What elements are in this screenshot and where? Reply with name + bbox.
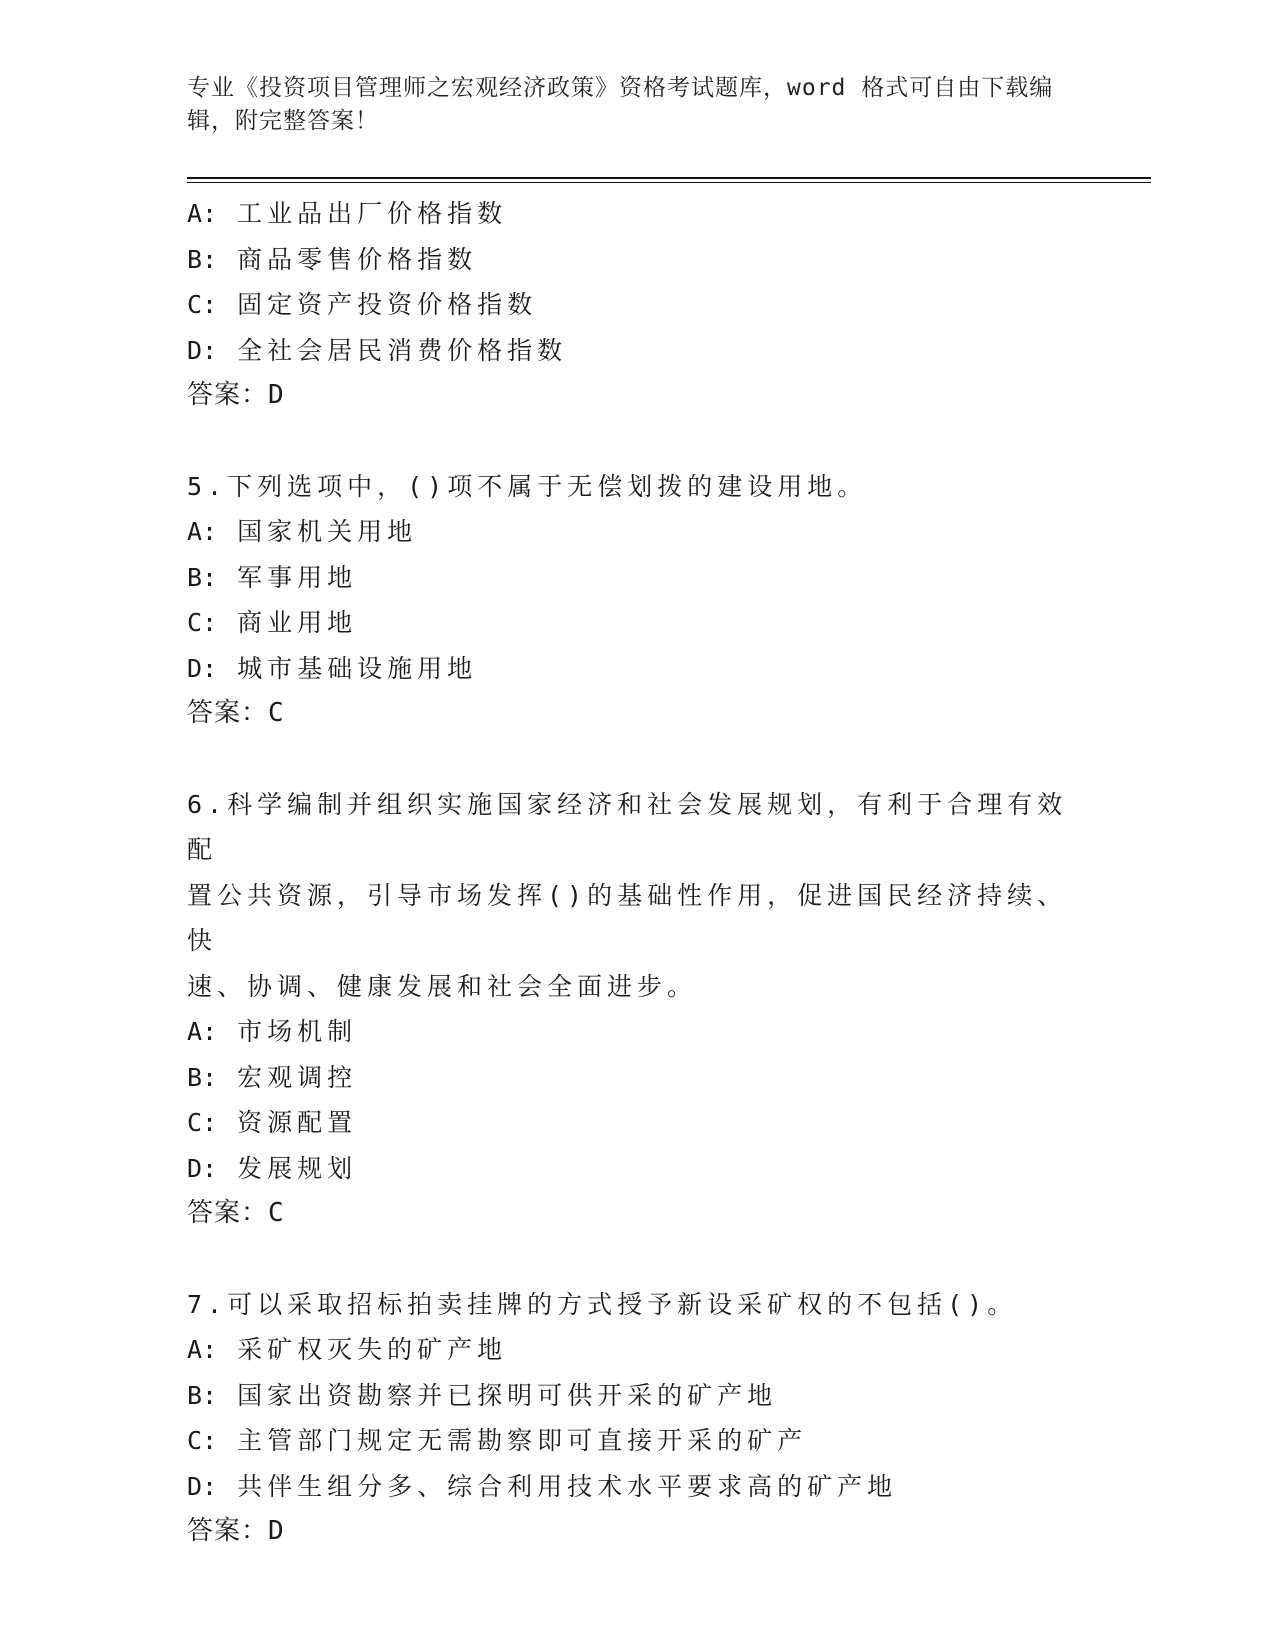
option-c: C: 商业用地	[187, 608, 358, 637]
header-line-1: 专业《投资项目管理师之宏观经济政策》资格考试题库，word 格式可自由下载编	[187, 75, 1054, 101]
document-header	[187, 72, 1067, 138]
question-line: 速、协调、健康发展和社会全面进步。	[187, 971, 698, 1001]
answer: 答案：C	[187, 1198, 285, 1228]
option-a: A: 国家机关用地	[187, 517, 418, 546]
option-b: B: 国家出资勘察并已探明可供开采的矿产地	[187, 1380, 778, 1410]
option-b: B: 宏观调控	[187, 1062, 358, 1092]
answer: 答案：C	[187, 698, 285, 728]
header-divider	[187, 177, 1151, 179]
option-d: D: 城市基础设施用地	[187, 653, 478, 683]
option-d: D: 共伴生组分多、综合利用技术水平要求高的矿产地	[187, 1471, 898, 1501]
option-c: C: 资源配置	[187, 1108, 358, 1137]
option-c: C: 主管部门规定无需勘察即可直接开采的矿产	[187, 1426, 808, 1455]
question-line: 6.科学编制并组织实施国家经济和社会发展规划，有利于合理有效配	[187, 789, 1068, 864]
option-d: D: 全社会居民消费价格指数	[187, 335, 568, 365]
answer: 答案：D	[187, 380, 285, 410]
option-b: B: 军事用地	[187, 562, 358, 592]
question-text	[187, 782, 1087, 1010]
answer: 答案：D	[187, 1516, 285, 1546]
option-b: B: 商品零售价格指数	[187, 244, 478, 274]
header-line-2: 辑，附完整答案！	[187, 108, 379, 134]
question-6	[187, 782, 1087, 1237]
question-text: 7.可以采取招标拍卖挂牌的方式授予新设采矿权的不包括()。	[187, 1289, 1018, 1319]
option-a: A: 市场机制	[187, 1017, 358, 1046]
header-divider-thin	[187, 182, 1151, 183]
option-c: C: 固定资产投资价格指数	[187, 290, 538, 319]
option-a: A: 工业品出厂价格指数	[187, 199, 508, 228]
question-line: 置公共资源，引导市场发挥()的基础性作用，促进国民经济持续、快	[187, 880, 1068, 955]
option-d: D: 发展规划	[187, 1153, 358, 1183]
option-a: A: 采矿权灭失的矿产地	[187, 1335, 508, 1364]
question-list	[187, 191, 1087, 1555]
question-4	[187, 191, 1087, 419]
question-text: 5.下列选项中，()项不属于无偿划拨的建设用地。	[187, 471, 868, 501]
question-7	[187, 1282, 1087, 1555]
question-5	[187, 464, 1087, 737]
